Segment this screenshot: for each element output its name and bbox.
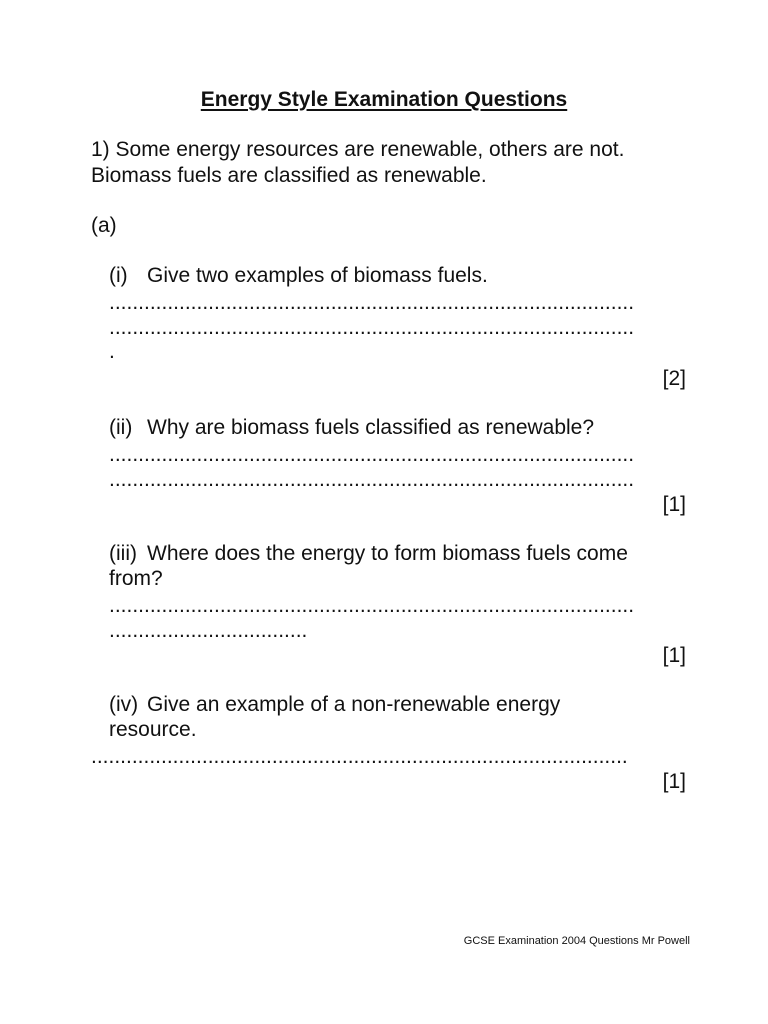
marks-label: [1] — [662, 644, 686, 667]
answer-line[interactable]: .......................................................................................... — [109, 468, 635, 491]
intro-line-1: 1) Some energy resources are renewable, others are not. — [91, 138, 625, 161]
question-text-continued: from? — [109, 567, 163, 590]
answer-line[interactable]: .......................................................................................... — [109, 594, 635, 617]
part-label: (a) — [91, 214, 117, 237]
intro-line-2: Biomass fuels are classified as renewable. — [91, 164, 487, 187]
marks-label: [2] — [662, 367, 686, 390]
question-text: Give two examples of biomass fuels. — [147, 264, 488, 287]
answer-line: . — [109, 340, 115, 363]
question-number: (iii) — [109, 542, 137, 565]
question-text-continued: resource. — [109, 718, 197, 741]
answer-line[interactable]: .......................................................................................... — [109, 443, 635, 466]
answer-line[interactable]: .......................................................................................... — [109, 291, 635, 314]
page-title: Energy Style Examination Questions — [200, 88, 568, 111]
question-number: (ii) — [109, 416, 133, 439]
question-number: (iv) — [109, 693, 139, 716]
question-text: Why are biomass fuels classified as renewable? — [147, 416, 595, 439]
answer-line[interactable]: ............................................................................................ — [91, 745, 628, 768]
marks-label: [1] — [662, 493, 686, 516]
page-footer: GCSE Examination 2004 Questions Mr Powell — [463, 935, 690, 947]
marks-label: [1] — [662, 770, 686, 793]
question-text: Where does the energy to form biomass fuels come — [147, 542, 628, 565]
answer-line[interactable]: .......................................................................................... — [109, 316, 635, 339]
question-text: Give an example of a non-renewable energy — [147, 693, 561, 716]
question-number: (i) — [109, 264, 128, 287]
answer-line[interactable]: .................................. — [109, 619, 308, 642]
